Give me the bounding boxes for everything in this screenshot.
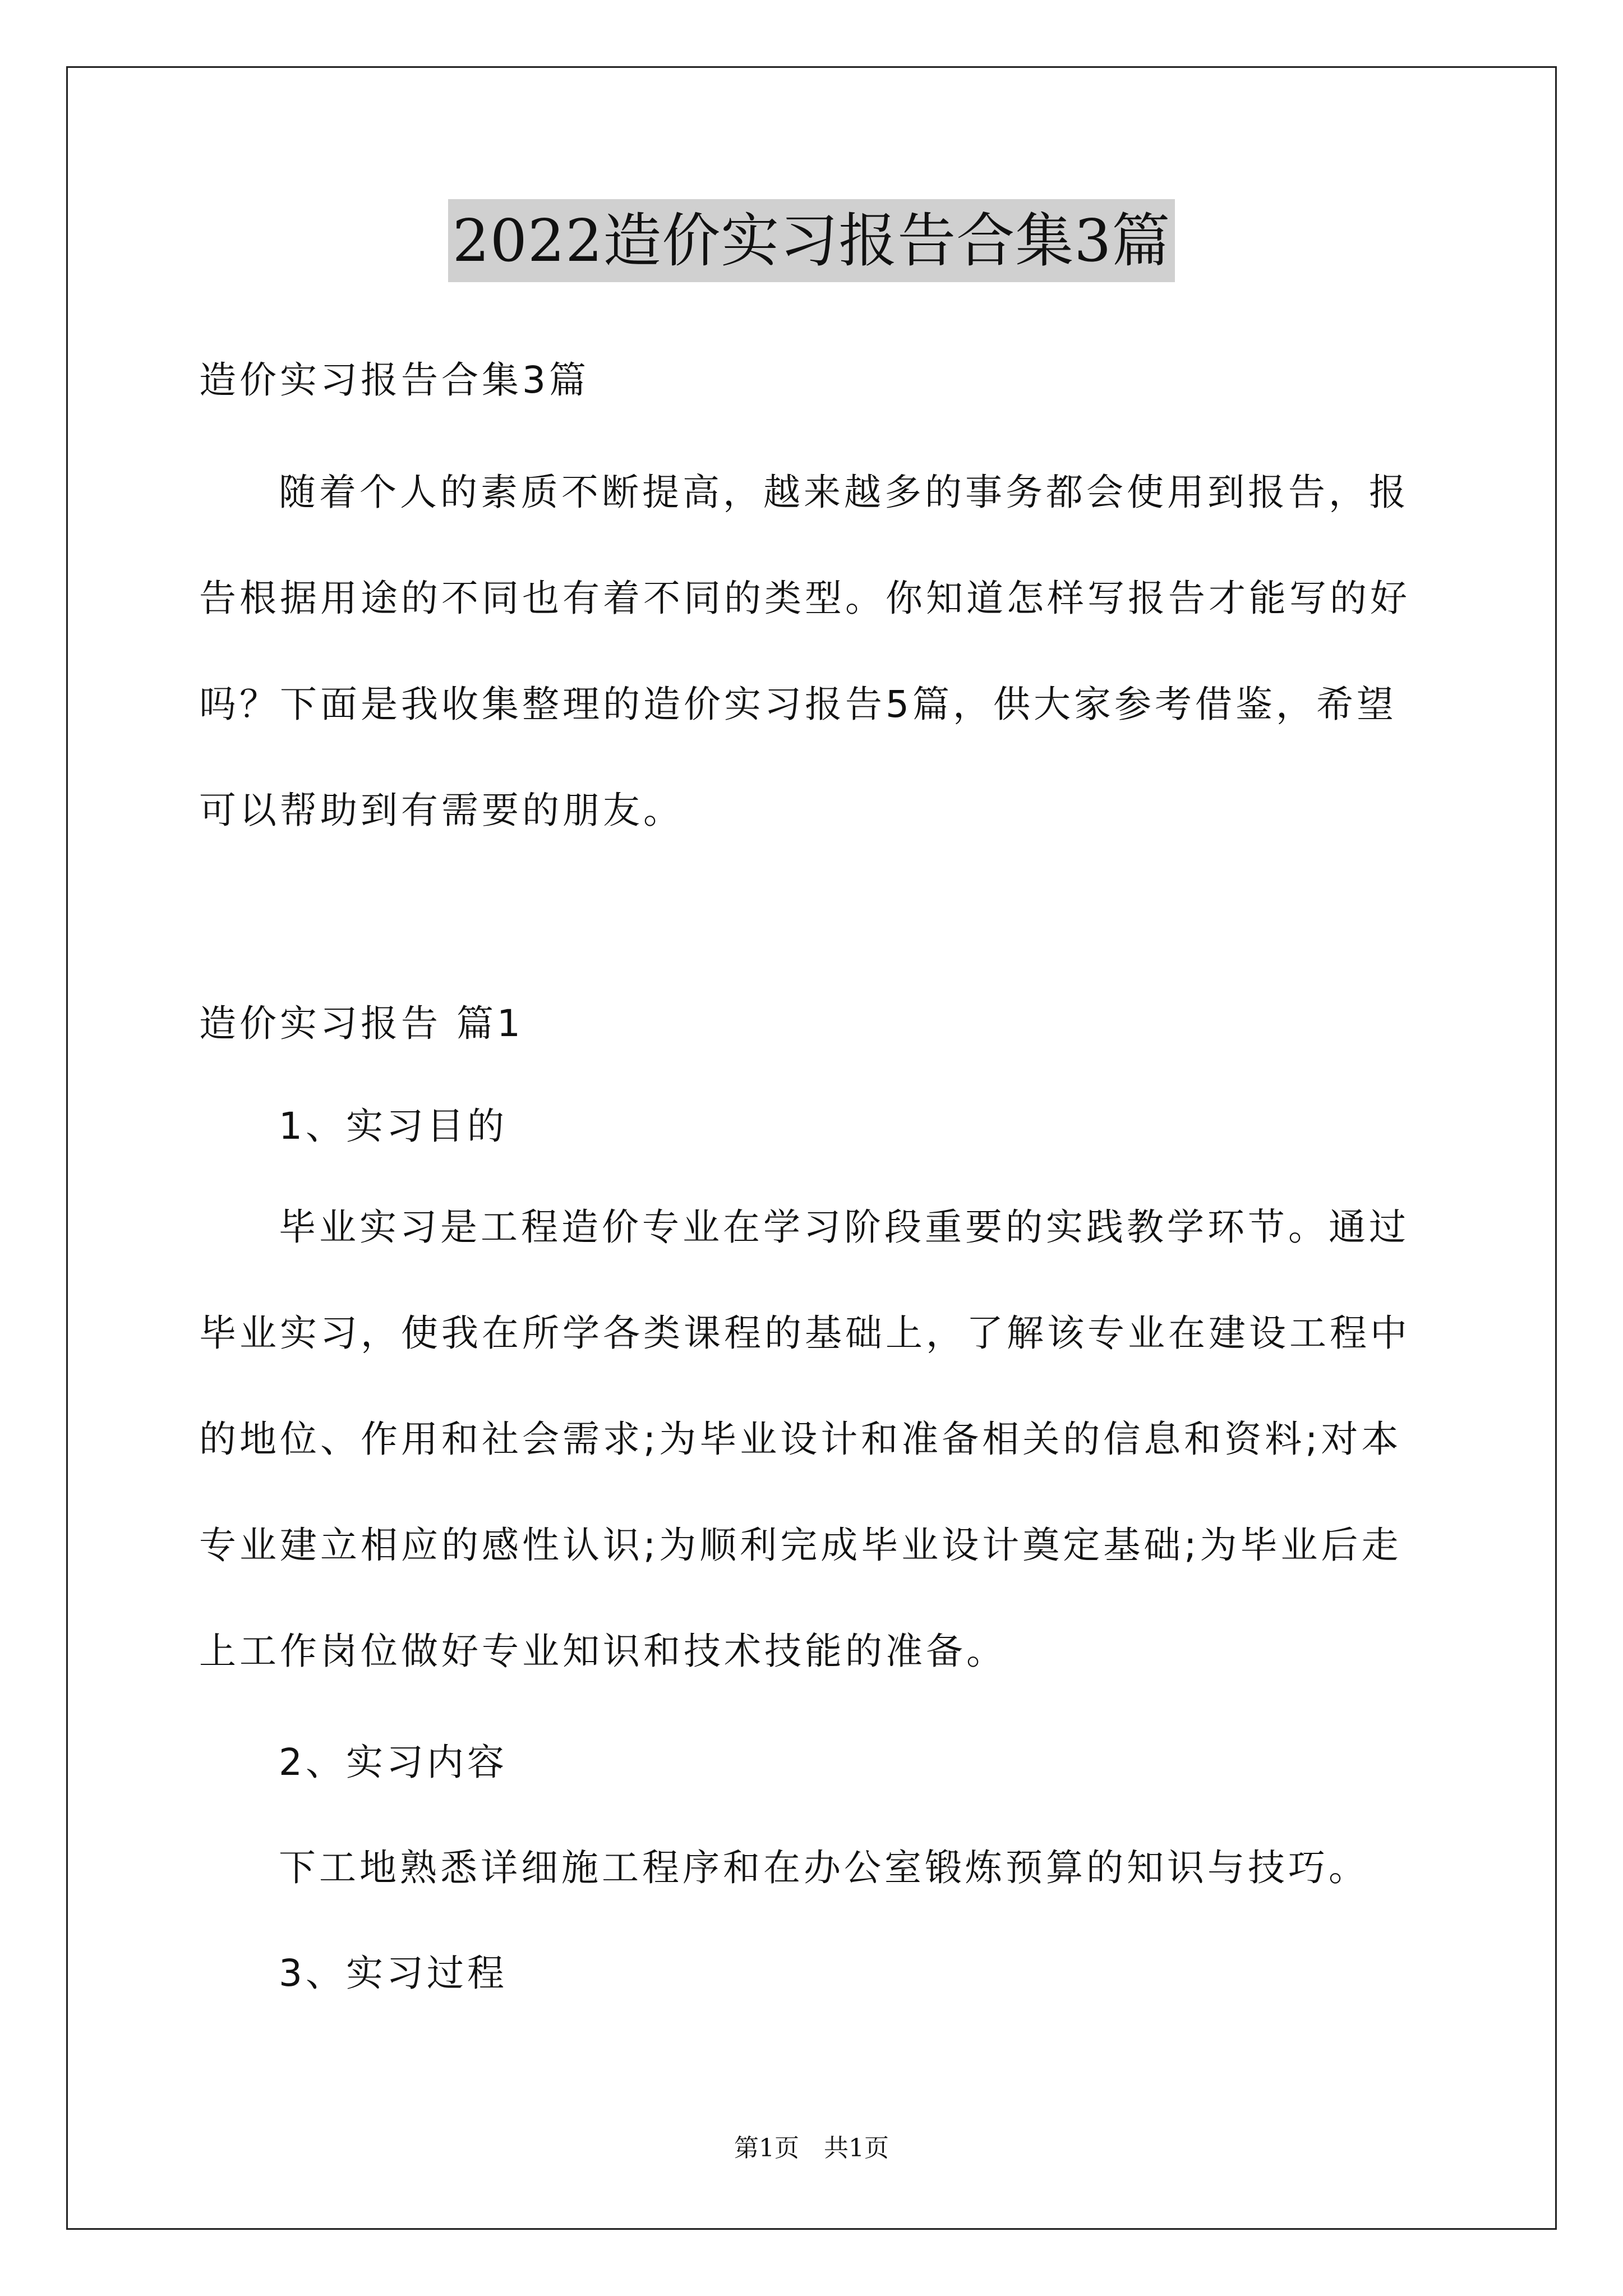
item1-heading: 1、实习目的 — [279, 1105, 508, 1148]
intro-line: 可以帮助到有需要的朋友。 — [199, 789, 684, 832]
intro-line: 随着个人的素质不断提高，越来越多的事务都会使用到报告，报 — [279, 471, 1409, 514]
item1-line: 毕业实习，使我在所学各类课程的基础上，了解该专业在建设工程中 — [199, 1312, 1410, 1355]
item1-paragraph — [199, 1174, 1433, 1704]
item1-line: 上工作岗位做好专业知识和技术技能的准备。 — [199, 1630, 1007, 1673]
item2-heading: 2、实习内容 — [279, 1741, 508, 1784]
intro-line: 吗？下面是我收集整理的造价实习报告5篇，供大家参考借鉴，希望 — [199, 683, 1397, 726]
intro-paragraph — [199, 439, 1433, 863]
title-container — [0, 199, 1623, 282]
item1-line: 毕业实习是工程造价专业在学习阶段重要的实践教学环节。通过 — [279, 1205, 1409, 1249]
item1-line: 专业建立相应的感性认识;为顺利完成毕业设计奠定基础;为毕业后走 — [199, 1524, 1402, 1567]
item1-line: 的地位、作用和社会需求;为毕业设计和准备相关的信息和资料;对本 — [199, 1418, 1402, 1461]
document-subtitle: 造价实习报告合集3篇 — [199, 358, 589, 402]
document-title: 2022造价实习报告合集3篇 — [448, 199, 1175, 282]
intro-line: 告根据用途的不同也有着不同的类型。你知道怎样写报告才能写的好 — [199, 577, 1410, 620]
section-heading: 造价实习报告 篇1 — [199, 1002, 524, 1045]
item2-text: 下工地熟悉详细施工程序和在办公室锻炼预算的知识与技巧。 — [279, 1846, 1369, 1889]
item3-heading: 3、实习过程 — [279, 1952, 508, 1995]
page-footer: 第1页 共1页 — [734, 2134, 889, 2162]
